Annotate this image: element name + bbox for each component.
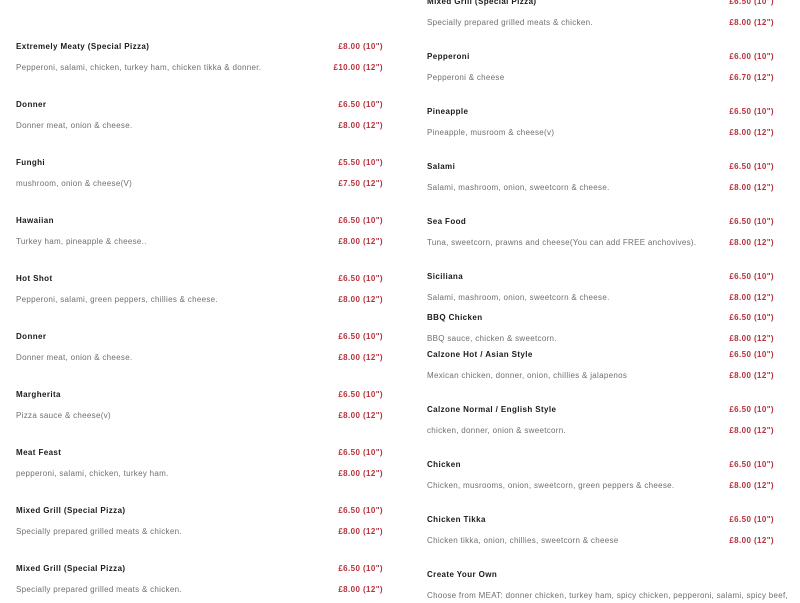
menu-item-description: Specially prepared grilled meats & chicken.	[16, 527, 182, 536]
price-10-inch: £6.50 (10")	[729, 162, 774, 171]
menu-item-description: Tuna, sweetcorn, prawns and cheese(You can add FREE anchovives).	[427, 238, 697, 247]
menu-item-name: Donner	[16, 100, 47, 109]
menu-item-name-line	[427, 513, 774, 527]
price-10-inch: £6.50 (10")	[729, 272, 774, 281]
menu-item-description-line	[427, 181, 774, 195]
menu-item-description: Salami, mashroom, onion, sweetcorn & cheese.	[427, 293, 610, 302]
menu-item-description: Pepperoni, salami, chicken, turkey ham, chicken tikka & donner.	[16, 63, 262, 72]
menu-item-name: Calzone Hot / Asian Style	[427, 350, 533, 359]
menu-item-description: pepperoni, salami, chicken, turkey ham.	[16, 469, 169, 478]
menu-item-description-line	[16, 467, 383, 481]
menu-item-name-line	[427, 50, 774, 64]
menu-item-description-line	[427, 534, 774, 548]
price-12-inch: £8.00 (12")	[729, 183, 774, 192]
price-10-inch: £6.50 (10")	[729, 350, 774, 359]
menu-item-name: Extremely Meaty (Special Pizza)	[16, 42, 150, 51]
menu-item-name: Mixed Grill (Special Pizza)	[427, 0, 537, 6]
menu-item-description: Specially prepared grilled meats & chicken.	[427, 18, 593, 27]
menu-item-name-line	[427, 270, 774, 284]
price-12-inch: £8.00 (12")	[338, 527, 383, 536]
menu-item-name: Hot Shot	[16, 274, 53, 283]
menu-item-name: Pineapple	[427, 107, 469, 116]
menu-item-name-line	[16, 40, 383, 54]
menu-item-name: Margherita	[16, 390, 61, 399]
menu-item-name-line	[427, 311, 774, 325]
menu-item-name: Pepperoni	[427, 52, 470, 61]
price-12-inch: £8.00 (12")	[729, 481, 774, 490]
menu-item-name-line	[16, 504, 383, 518]
menu-item-description-line	[16, 525, 383, 539]
price-12-inch: £8.00 (12")	[729, 293, 774, 302]
menu-item-name: Hawaiian	[16, 216, 54, 225]
menu-item-description: Chicken tikka, onion, chillies, sweetcorn & cheese	[427, 536, 619, 545]
menu-item-description-line	[427, 126, 774, 140]
menu-item-description-line	[16, 177, 383, 191]
menu-right-column	[427, 0, 789, 600]
price-10-inch: £6.50 (10")	[338, 390, 383, 399]
price-12-inch: £10.00 (12")	[333, 63, 383, 72]
price-12-inch: £8.00 (12")	[338, 353, 383, 362]
menu-item-name-line	[16, 98, 383, 112]
menu-item-name-line	[427, 568, 774, 582]
menu-item-name: Donner	[16, 332, 47, 341]
menu-item-description-line	[427, 71, 774, 85]
price-10-inch: £6.00 (10")	[729, 52, 774, 61]
menu-item-description: Chicken, musrooms, onion, sweetcorn, green peppers & cheese.	[427, 481, 675, 490]
menu-item-description-line	[16, 235, 383, 249]
price-12-inch: £8.00 (12")	[338, 121, 383, 130]
menu-item-description: Salami, mashroom, onion, sweetcorn & cheese.	[427, 183, 610, 192]
menu-item-name-line	[16, 272, 383, 286]
price-12-inch: £8.00 (12")	[729, 128, 774, 137]
price-10-inch: £6.50 (10")	[729, 313, 774, 322]
menu-item-name-line	[427, 160, 774, 174]
menu-item-name-line	[16, 330, 383, 344]
menu-item-description: BBQ sauce, chicken & sweetcorn.	[427, 334, 557, 343]
menu-item-description-line	[16, 293, 383, 307]
menu-item-description-line	[427, 291, 774, 305]
menu-item-description-line	[427, 369, 774, 383]
price-12-inch: £8.00 (12")	[729, 334, 774, 343]
menu-item-description: mushroom, onion & cheese(V)	[16, 179, 133, 188]
menu-item-name-line	[427, 215, 774, 229]
price-10-inch: £6.50 (10")	[338, 332, 383, 341]
menu-item-name: Mixed Grill (Special Pizza)	[16, 506, 126, 515]
price-10-inch: £6.50 (10")	[729, 405, 774, 414]
menu-item-name-line	[427, 0, 774, 9]
menu-item-description: Mexican chicken, donner, onion, chillies & jalapenos	[427, 371, 628, 380]
menu-item-description-line	[16, 409, 383, 423]
menu-item-name: BBQ Chicken	[427, 313, 483, 322]
price-12-inch: £6.70 (12")	[729, 73, 774, 82]
menu-item-description-line	[427, 16, 774, 30]
price-12-inch: £8.00 (12")	[729, 18, 774, 27]
menu-item-name-line	[16, 214, 383, 228]
price-10-inch: £6.50 (10")	[338, 564, 383, 573]
price-10-inch: £6.50 (10")	[338, 506, 383, 515]
menu-item-description: Pepperoni, salami, green peppers, chillies & cheese.	[16, 295, 218, 304]
menu-item-name-line	[427, 458, 774, 472]
menu-item-description: chicken, donner, onion & sweetcorn.	[427, 426, 567, 435]
price-10-inch: £6.50 (10")	[729, 515, 774, 524]
price-12-inch: £8.00 (12")	[729, 426, 774, 435]
menu-item-description: Pizza sauce & cheese(v)	[16, 411, 111, 420]
menu-item-description: Pineapple, musroom & cheese(v)	[427, 128, 555, 137]
price-10-inch: £6.50 (10")	[338, 274, 383, 283]
menu-item-name-line	[427, 348, 774, 362]
menu-item-name-line	[16, 156, 383, 170]
price-10-inch: £6.50 (10")	[729, 217, 774, 226]
price-12-inch: £8.00 (12")	[338, 295, 383, 304]
menu-item-description-line	[427, 424, 774, 438]
menu-item-description-line	[16, 351, 383, 365]
price-10-inch: £8.00 (10")	[338, 42, 383, 51]
menu-item-description-line	[16, 61, 383, 75]
menu-item-name: Chicken Tikka	[427, 515, 486, 524]
menu-item-description-line	[427, 589, 789, 603]
menu-item-description-line	[16, 119, 383, 133]
menu-item-name: Calzone Normal / English Style	[427, 405, 557, 414]
menu-item-name: Sea Food	[427, 217, 467, 226]
menu-item-name: Salami	[427, 162, 456, 171]
menu-item-name-line	[16, 446, 383, 460]
price-10-inch: £6.50 (10")	[338, 448, 383, 457]
price-10-inch: £5.50 (10")	[338, 158, 383, 167]
menu-item-description-line	[16, 583, 383, 597]
menu-item-description-line	[427, 479, 774, 493]
price-10-inch: £6.50 (10")	[729, 0, 774, 6]
menu-item-description: Donner meat, onion & cheese.	[16, 121, 133, 130]
menu-item-description: Turkey ham, pineapple & cheese..	[16, 237, 147, 246]
menu-item-description: Specially prepared grilled meats & chicken.	[16, 585, 182, 594]
price-12-inch: £8.00 (12")	[729, 371, 774, 380]
menu-item-name: Funghi	[16, 158, 46, 167]
price-10-inch: £6.50 (10")	[338, 100, 383, 109]
menu-item-description-line	[427, 332, 774, 346]
menu-item-name-line	[427, 105, 774, 119]
price-12-inch: £8.00 (12")	[729, 536, 774, 545]
price-12-inch: £8.00 (12")	[338, 237, 383, 246]
menu-left-column	[16, 0, 383, 600]
menu-item-name-line	[16, 388, 383, 402]
price-12-inch: £8.00 (12")	[338, 411, 383, 420]
price-12-inch: £8.00 (12")	[729, 238, 774, 247]
menu-item-name: Mixed Grill (Special Pizza)	[16, 564, 126, 573]
menu-item-name: Create Your Own	[427, 570, 498, 579]
menu-item-description: Pepperoni & cheese	[427, 73, 505, 82]
price-12-inch: £8.00 (12")	[338, 469, 383, 478]
menu-item-name: Chicken	[427, 460, 461, 469]
menu-item-name: Siciliana	[427, 272, 464, 281]
menu-item-name-line	[427, 403, 774, 417]
menu-item-description: Donner meat, onion & cheese.	[16, 353, 133, 362]
menu-item-description-line	[427, 236, 774, 250]
price-10-inch: £6.50 (10")	[729, 460, 774, 469]
price-10-inch: £6.50 (10")	[338, 216, 383, 225]
price-10-inch: £6.50 (10")	[729, 107, 774, 116]
price-12-inch: £8.00 (12")	[338, 585, 383, 594]
price-12-inch: £7.50 (12")	[338, 179, 383, 188]
menu-item-name: Meat Feast	[16, 448, 62, 457]
menu-item-description: Choose from MEAT: donner chicken, turkey ham, spicy chicken, pepperoni, salami, spicy beef,	[427, 591, 789, 600]
menu-item-name-line	[16, 562, 383, 576]
